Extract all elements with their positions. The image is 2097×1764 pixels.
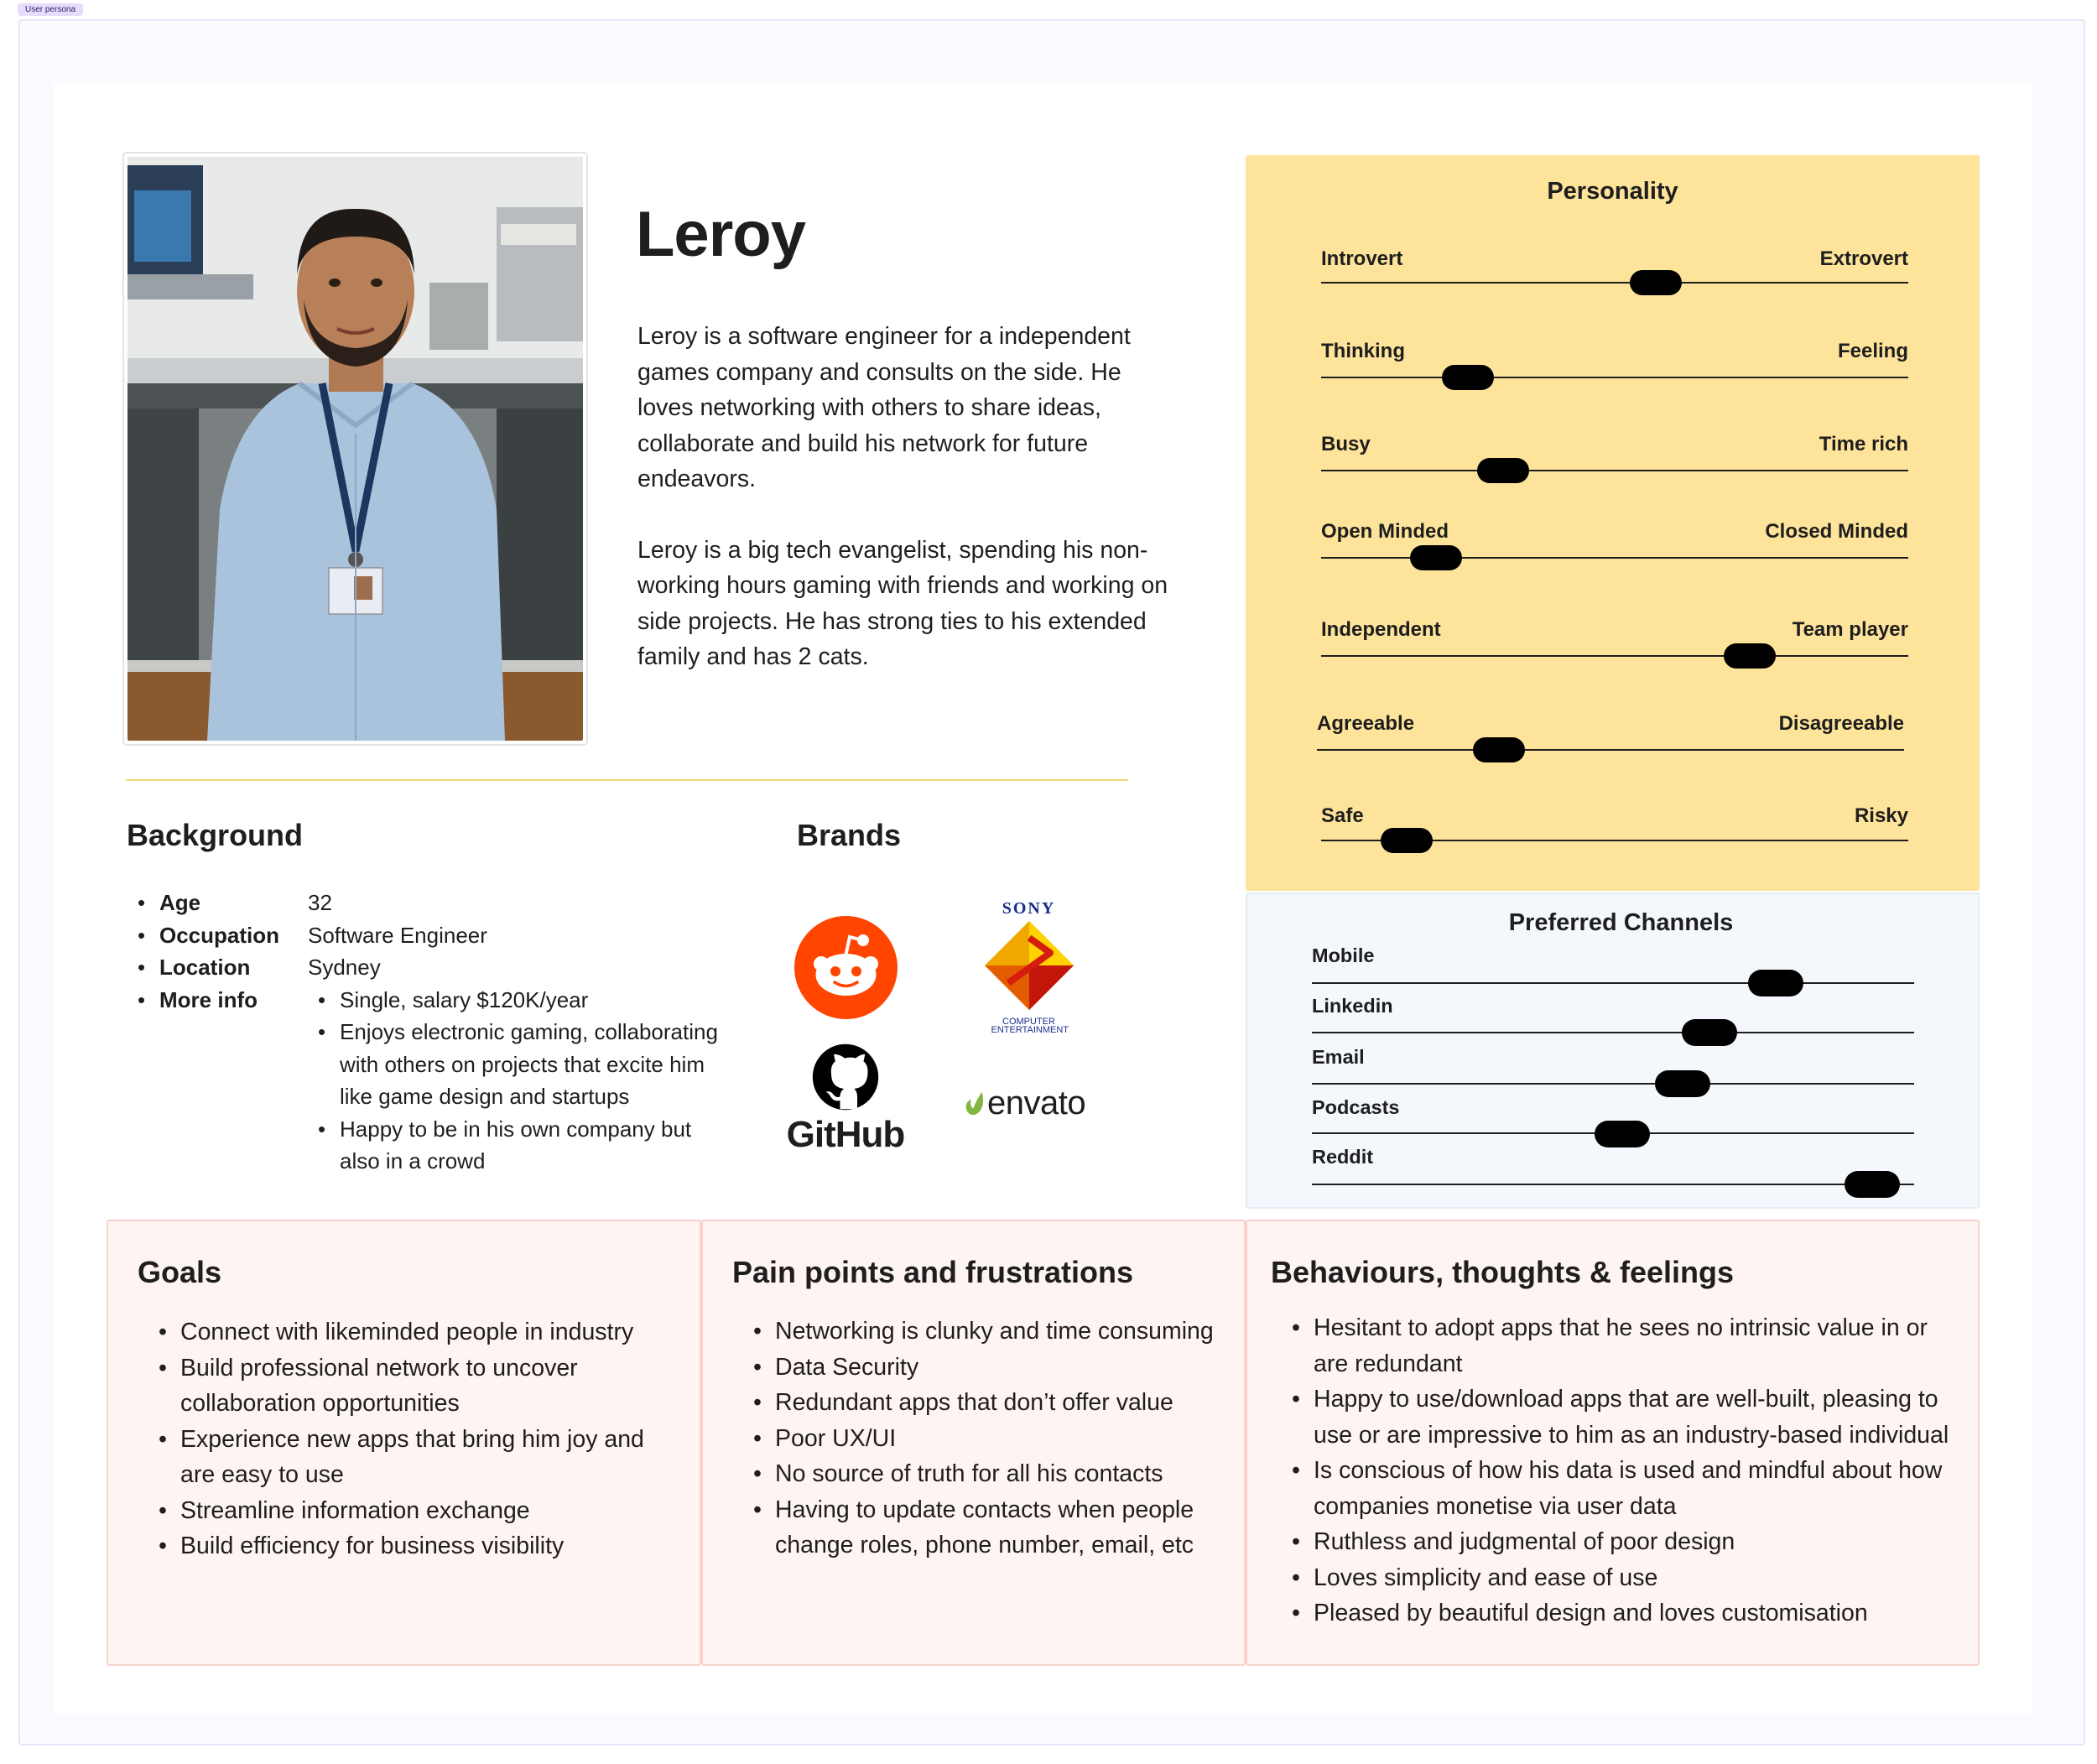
channel-label: Reddit <box>1312 1146 1374 1168</box>
trait-right-label: Disagreeable <box>1778 712 1904 735</box>
frame-label[interactable]: User persona <box>18 3 83 16</box>
sony-playstation-logo-icon <box>976 899 1081 1033</box>
trait-right-label: Time rich <box>1819 433 1908 455</box>
goal-item: • Build efficiency for business visibility <box>138 1528 683 1564</box>
trait-row <box>1317 712 1904 750</box>
personality-panel <box>1246 155 1980 891</box>
channel-label: Podcasts <box>1312 1096 1400 1118</box>
trait-row <box>1321 618 1908 656</box>
more-info-item: • Single, salary $120K/year <box>308 984 736 1017</box>
channel-track <box>1312 982 1914 984</box>
more-info-list <box>308 984 736 1178</box>
bio-paragraph: Leroy is a software engineer for a independent games company and consults on the side. He loves networking with others to share ideas, collaborate and build his network for future endeavors. <box>637 323 1131 492</box>
behaviours-list <box>1271 1310 1967 1631</box>
pain-point-item: • Poor UX/UI <box>732 1421 1236 1457</box>
channel-slider-knob[interactable] <box>1845 1171 1900 1198</box>
behaviour-item: • Loves simplicity and ease of use <box>1271 1560 1967 1596</box>
goal-item: • Experience new apps that bring him joy and are easy to use <box>138 1422 683 1493</box>
trait-row <box>1321 804 1908 842</box>
channels-title: Preferred Channels <box>1508 909 1734 936</box>
sony-wordmark: SONY <box>1002 899 1056 918</box>
trait-slider-knob[interactable] <box>1442 365 1494 390</box>
trait-slider-knob[interactable] <box>1381 828 1433 853</box>
behaviour-item: • Hesitant to adopt apps that he sees no intrinsic value in or are redundant <box>1271 1310 1967 1382</box>
background-value: Software Engineer <box>308 922 487 948</box>
section-divider <box>126 779 1128 781</box>
pain-point-item: • Data Security <box>732 1350 1236 1386</box>
envato-wordmark: envato <box>987 1085 1086 1121</box>
goal-item: • Build professional network to uncover collaboration opportunities <box>138 1350 683 1422</box>
background-title: Background <box>127 818 304 852</box>
channel-track <box>1312 1184 1914 1185</box>
trait-slider-knob[interactable] <box>1724 643 1776 669</box>
trait-slider-knob[interactable] <box>1410 545 1462 570</box>
background-row <box>133 887 736 919</box>
behaviour-item: • Pleased by beautiful design and loves customisation <box>1271 1595 1967 1631</box>
channel-slider-knob[interactable] <box>1748 970 1803 996</box>
behaviours-title: Behaviours, thoughts & feelings <box>1271 1255 1735 1289</box>
trait-row <box>1321 340 1908 377</box>
channel-slider-knob[interactable] <box>1655 1070 1710 1097</box>
channel-row <box>1312 1046 1914 1098</box>
trait-row <box>1321 247 1908 285</box>
channel-row <box>1312 995 1914 1047</box>
background-key: • Occupation <box>159 922 280 948</box>
goal-item: • Connect with likeminded people in industry <box>138 1314 683 1350</box>
personality-title: Personality <box>1547 178 1678 205</box>
bio-paragraph: Leroy is a big tech evangelist, spending his non-working hours gaming with friends and working on side projects. He has strong ties to his extended family and has 2 cats. <box>637 536 1168 670</box>
trait-left-label: Introvert <box>1321 247 1403 270</box>
behaviour-item: • Is conscious of how his data is used and mindful about how companies monetise via user data <box>1271 1453 1967 1524</box>
channel-track <box>1312 1083 1914 1085</box>
pain-point-item: • Having to update contacts when people change roles, phone number, email, etc <box>732 1492 1236 1564</box>
more-info-item: • Enjoys electronic gaming, collaborating with others on projects that excite him like game design and startups <box>308 1016 736 1113</box>
background-key: • More info <box>159 986 258 1012</box>
trait-left-label: Safe <box>1321 804 1364 827</box>
trait-left-label: Busy <box>1321 433 1371 455</box>
trait-right-label: Risky <box>1854 804 1908 827</box>
persona-photo-frame <box>122 152 588 746</box>
background-value: 32 <box>308 890 332 915</box>
trait-left-label: Thinking <box>1321 340 1405 362</box>
trait-row <box>1321 520 1908 558</box>
reddit-logo-icon <box>794 916 898 1019</box>
background-key: • Location <box>159 955 251 980</box>
background-row <box>133 951 736 984</box>
channel-row <box>1312 944 1914 996</box>
pain-points-list <box>732 1314 1236 1564</box>
trait-left-label: Open Minded <box>1321 520 1449 543</box>
trait-track <box>1321 282 1908 284</box>
more-info-item: • Happy to be in his own company but also in a crowd <box>308 1113 736 1178</box>
trait-row <box>1321 433 1908 471</box>
trait-right-label: Team player <box>1792 618 1908 641</box>
channel-label: Mobile <box>1312 944 1375 966</box>
trait-track <box>1317 749 1904 751</box>
behaviours-panel <box>1246 1220 1980 1666</box>
brands-title: Brands <box>797 818 902 852</box>
channel-slider-knob[interactable] <box>1595 1121 1650 1147</box>
channel-label: Linkedin <box>1312 995 1393 1017</box>
trait-right-label: Closed Minded <box>1765 520 1908 543</box>
trait-track <box>1321 655 1908 657</box>
channel-label: Email <box>1312 1046 1365 1068</box>
goal-item: • Streamline information exchange <box>138 1493 683 1529</box>
github-logo-icon <box>786 1042 905 1155</box>
persona-photo <box>127 157 583 741</box>
preferred-channels-panel <box>1246 892 1980 1209</box>
goals-list <box>138 1314 683 1564</box>
trait-track <box>1321 470 1908 471</box>
background-row <box>133 984 736 1178</box>
envato-logo-icon <box>964 1085 1106 1135</box>
pain-points-panel <box>701 1220 1246 1666</box>
background-key: • Age <box>159 890 201 915</box>
trait-track <box>1321 377 1908 378</box>
goals-title: Goals <box>138 1255 222 1289</box>
channel-row <box>1312 1146 1914 1198</box>
trait-slider-knob[interactable] <box>1630 270 1682 295</box>
background-value: Sydney <box>308 955 381 980</box>
behaviour-item: • Ruthless and judgmental of poor design <box>1271 1524 1967 1560</box>
pain-point-item: • Redundant apps that don’t offer value <box>732 1385 1236 1421</box>
channel-slider-knob[interactable] <box>1682 1019 1737 1046</box>
github-wordmark: GitHub <box>786 1114 905 1155</box>
channel-row <box>1312 1096 1914 1148</box>
background-row <box>133 919 736 952</box>
persona-bio <box>637 319 1183 675</box>
background-list <box>133 887 736 1178</box>
trait-slider-knob[interactable] <box>1473 737 1525 762</box>
trait-right-label: Extrovert <box>1819 247 1908 270</box>
behaviour-item: • Happy to use/download apps that are well-built, pleasing to use or are impressive to him as an industry-based individual <box>1271 1382 1967 1453</box>
channel-track <box>1312 1032 1914 1033</box>
sony-subtitle: COMPUTER ENTERTAINMENT <box>991 1017 1069 1035</box>
pain-points-title: Pain points and frustrations <box>732 1255 1134 1289</box>
trait-right-label: Feeling <box>1837 340 1908 362</box>
trait-left-label: Agreeable <box>1317 712 1415 735</box>
pain-point-item: • Networking is clunky and time consuming <box>732 1314 1236 1350</box>
pain-point-item: • No source of truth for all his contacts <box>732 1456 1236 1492</box>
persona-name: Leroy <box>636 199 805 270</box>
trait-slider-knob[interactable] <box>1477 458 1529 483</box>
goals-panel <box>107 1220 701 1666</box>
trait-left-label: Independent <box>1321 618 1441 641</box>
